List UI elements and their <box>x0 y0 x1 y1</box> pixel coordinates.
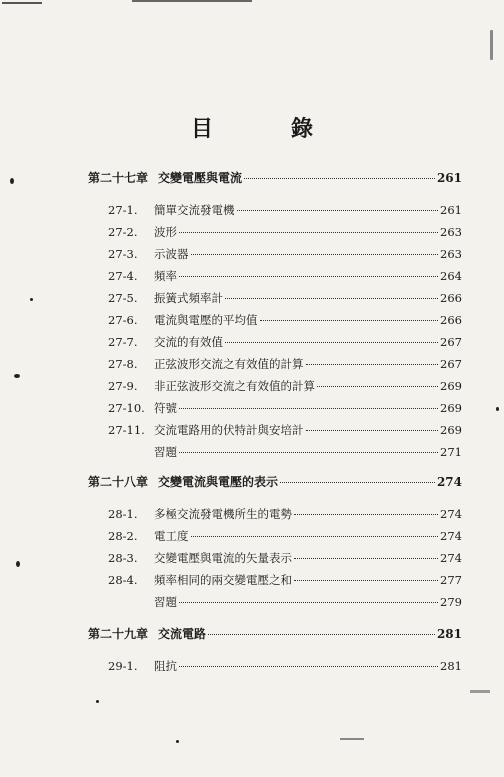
toc-section <box>108 550 462 566</box>
section-title: 正弦波形交流之有效值的計算 <box>154 357 304 371</box>
scan-mark <box>490 30 493 60</box>
page-number: 281 <box>440 659 462 673</box>
section-number: 27-4. <box>108 269 138 283</box>
section-title: 符號 <box>154 401 177 415</box>
toc-section <box>108 658 462 674</box>
scan-mark <box>340 738 364 740</box>
page-number: 269 <box>440 379 462 393</box>
page-number: 261 <box>436 171 462 185</box>
dot-leader <box>306 363 439 365</box>
section-number: 27-10. <box>108 401 145 415</box>
dot-leader <box>191 535 439 537</box>
toc-section <box>108 224 462 240</box>
scan-mark <box>132 0 252 2</box>
dot-leader <box>317 385 438 387</box>
chapter-number: 第二十八章 <box>88 475 149 489</box>
chapter-title: 交變電流與電壓的表示 <box>158 475 279 489</box>
section-title: 簡單交流發電機 <box>154 203 235 217</box>
page-number: 267 <box>440 357 462 371</box>
section-number: 27-1. <box>108 203 138 217</box>
scan-mark <box>496 407 499 411</box>
dot-leader <box>294 579 438 581</box>
toc-section <box>108 378 462 394</box>
toc-chapter-27 <box>88 170 462 186</box>
page-number: 267 <box>440 335 462 349</box>
scan-mark <box>176 740 179 743</box>
section-title: 頻率 <box>154 269 177 283</box>
toc-section <box>108 334 462 350</box>
dot-leader <box>294 513 438 515</box>
page-number: 274 <box>440 551 462 565</box>
dot-leader <box>179 665 438 667</box>
section-number: 28-2. <box>108 529 138 543</box>
toc-section <box>108 356 462 372</box>
section-title: 示波器 <box>154 247 189 261</box>
dot-leader <box>179 601 438 603</box>
toc-chapter-28 <box>88 474 462 490</box>
page-number: 261 <box>440 203 462 217</box>
section-number: 27-5. <box>108 291 138 305</box>
section-title: 習題 <box>154 445 177 459</box>
page-number: 266 <box>440 313 462 327</box>
dot-leader <box>306 429 439 431</box>
scan-mark <box>16 561 20 567</box>
toc-section <box>108 246 462 262</box>
page-title: 目 錄 <box>190 116 341 142</box>
dot-leader <box>260 319 439 321</box>
page-number: 263 <box>440 247 462 261</box>
chapter-number: 第二十九章 <box>88 627 149 641</box>
section-title: 交流電路用的伏特計與安培計 <box>154 423 304 437</box>
dot-leader <box>225 341 438 343</box>
toc-section <box>108 506 462 522</box>
toc-section <box>108 528 462 544</box>
toc-section <box>108 444 462 460</box>
page-number: 281 <box>436 627 462 641</box>
dot-leader <box>179 231 438 233</box>
page-number: 279 <box>440 595 462 609</box>
section-title: 交流的有效值 <box>154 335 223 349</box>
section-title: 電工度 <box>154 529 189 543</box>
scan-mark <box>14 374 20 378</box>
toc-section <box>108 572 462 588</box>
toc-section <box>108 400 462 416</box>
page-number: 269 <box>440 423 462 437</box>
dot-leader <box>225 297 438 299</box>
chapter-title: 交變電壓與電流 <box>158 171 243 185</box>
toc-section <box>108 290 462 306</box>
section-title: 阻抗 <box>154 659 177 673</box>
toc-section <box>108 422 462 438</box>
page-number: 274 <box>440 507 462 521</box>
dot-leader <box>294 557 438 559</box>
section-number: 27-9. <box>108 379 138 393</box>
dot-leader <box>208 633 435 635</box>
toc-section <box>108 594 462 610</box>
section-title: 習題 <box>154 595 177 609</box>
section-title: 頻率相同的兩交變電壓之和 <box>154 573 292 587</box>
chapter-number: 第二十七章 <box>88 171 149 185</box>
section-title: 波形 <box>154 225 177 239</box>
section-number: 28-4. <box>108 573 138 587</box>
dot-leader <box>244 177 435 179</box>
page-number: 271 <box>440 445 462 459</box>
page-number: 269 <box>440 401 462 415</box>
toc-section <box>108 268 462 284</box>
scan-mark <box>30 298 33 301</box>
dot-leader <box>179 451 438 453</box>
chapter-title: 交流電路 <box>158 627 207 641</box>
toc-section <box>108 312 462 328</box>
section-title: 非正弦波形交流之有效值的計算 <box>154 379 315 393</box>
page-number: 277 <box>440 573 462 587</box>
scan-mark <box>470 690 490 693</box>
scan-mark <box>2 2 42 4</box>
section-number: 29-1. <box>108 659 138 673</box>
section-number: 27-11. <box>108 423 145 437</box>
section-number: 27-7. <box>108 335 138 349</box>
section-title: 交變電壓與電流的矢量表示 <box>154 551 292 565</box>
section-title: 多極交流發電機所生的電勢 <box>154 507 292 521</box>
page-number: 263 <box>440 225 462 239</box>
page-number: 274 <box>440 529 462 543</box>
page-number: 274 <box>436 475 462 489</box>
dot-leader <box>280 481 435 483</box>
dot-leader <box>179 275 438 277</box>
page-number: 264 <box>440 269 462 283</box>
section-number: 27-2. <box>108 225 138 239</box>
dot-leader <box>237 209 439 211</box>
section-number: 27-3. <box>108 247 138 261</box>
section-number: 28-3. <box>108 551 138 565</box>
section-number: 27-6. <box>108 313 138 327</box>
scan-mark <box>96 700 99 703</box>
dot-leader <box>191 253 439 255</box>
scan-mark <box>10 178 14 184</box>
section-number: 27-8. <box>108 357 138 371</box>
page-number: 266 <box>440 291 462 305</box>
section-title: 電流與電壓的平均值 <box>154 313 258 327</box>
dot-leader <box>179 407 438 409</box>
toc-chapter-29 <box>88 626 462 642</box>
section-number: 28-1. <box>108 507 138 521</box>
section-title: 振簧式頻率計 <box>154 291 223 305</box>
toc-section <box>108 202 462 218</box>
